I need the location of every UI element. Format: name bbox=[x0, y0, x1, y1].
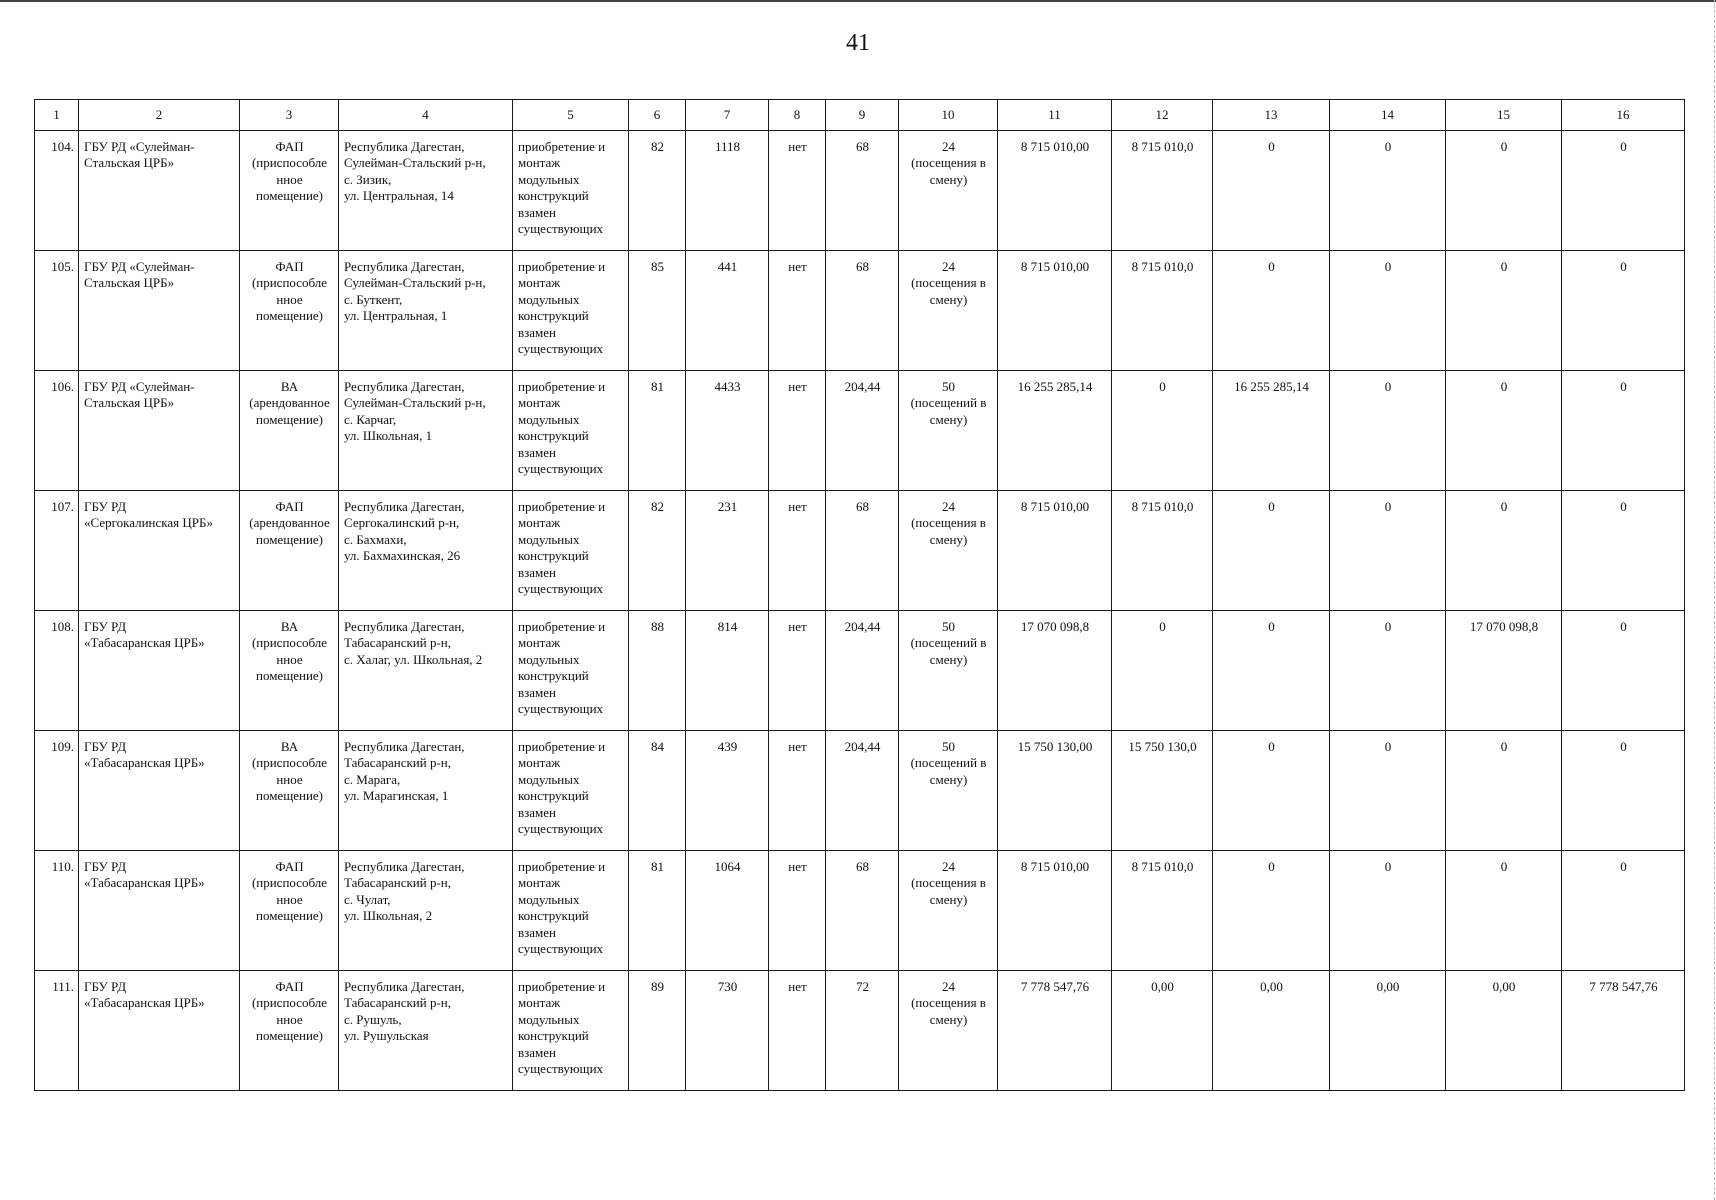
cell-text: 0 bbox=[1384, 378, 1392, 394]
cell-text: 17 070 098,8 bbox=[1469, 618, 1539, 634]
cell-text: приобретение и монтаж модульных конструкций взамен существующих bbox=[518, 738, 606, 836]
table-cell-col-12 bbox=[1112, 490, 1213, 610]
table-cell-col-12 bbox=[1112, 130, 1213, 250]
cell-text: 1118 bbox=[714, 138, 741, 154]
table-cell-col-12 bbox=[1112, 610, 1213, 730]
data-table bbox=[34, 99, 1685, 1091]
table-cell-col-14 bbox=[1330, 850, 1446, 970]
table-cell-col-9 bbox=[826, 490, 899, 610]
table-cell-col-6 bbox=[629, 610, 686, 730]
cell-text: ФАП (приспособле нное помещение) bbox=[251, 258, 328, 323]
table-cell-col-7 bbox=[686, 610, 769, 730]
table-row bbox=[35, 730, 1685, 850]
cell-text: приобретение и монтаж модульных конструкций взамен существующих bbox=[518, 378, 606, 476]
column-header-13: 13 bbox=[1213, 100, 1330, 131]
cell-text: 0 bbox=[1159, 378, 1166, 394]
cell-text: 814 bbox=[717, 618, 738, 634]
table-cell-col-1 bbox=[35, 490, 79, 610]
table-cell-col-8 bbox=[769, 970, 826, 1090]
column-header-15: 15 bbox=[1446, 100, 1562, 131]
table-cell-col-15 bbox=[1446, 250, 1562, 370]
table-cell-col-5 bbox=[513, 370, 629, 490]
cell-text: 8 715 010,00 bbox=[1020, 138, 1090, 154]
cell-text: 0 bbox=[1620, 138, 1627, 154]
table-cell-col-16 bbox=[1562, 850, 1685, 970]
column-header-7: 7 bbox=[686, 100, 769, 131]
column-header-9: 9 bbox=[826, 100, 899, 131]
cell-text: ФАП (арендованное помещение) bbox=[249, 498, 330, 547]
cell-text: 81 bbox=[651, 378, 664, 394]
table-cell-col-15 bbox=[1446, 130, 1562, 250]
cell-text: приобретение и монтаж модульных конструкций взамен существующих bbox=[518, 258, 606, 356]
table-cell-col-4 bbox=[339, 730, 513, 850]
table-row bbox=[35, 610, 1685, 730]
cell-text: приобретение и монтаж модульных конструкций взамен существующих bbox=[518, 858, 606, 956]
table-cell-col-13 bbox=[1213, 130, 1330, 250]
table-cell-col-3 bbox=[240, 130, 339, 250]
table-cell-col-9 bbox=[826, 970, 899, 1090]
scan-right-edge bbox=[1714, 0, 1715, 1200]
column-header-4: 4 bbox=[339, 100, 513, 131]
table-cell-col-10 bbox=[899, 370, 998, 490]
table-cell-col-9 bbox=[826, 250, 899, 370]
cell-text: 15 750 130,0 bbox=[1128, 738, 1197, 754]
cell-text: 82 bbox=[651, 498, 664, 514]
table-cell-col-5 bbox=[513, 730, 629, 850]
table-cell-col-9 bbox=[826, 370, 899, 490]
table-cell-col-11 bbox=[998, 490, 1112, 610]
cell-text: 0 bbox=[1384, 738, 1392, 754]
cell-text: 0 bbox=[1500, 858, 1508, 874]
cell-text: 85 bbox=[651, 258, 664, 274]
table-cell-col-13 bbox=[1213, 970, 1330, 1090]
cell-text: 105. bbox=[51, 258, 74, 274]
table-cell-col-15 bbox=[1446, 970, 1562, 1090]
table-cell-col-4 bbox=[339, 130, 513, 250]
cell-text: 111. bbox=[52, 978, 74, 994]
cell-text: 0,00 bbox=[1151, 978, 1174, 994]
table-cell-col-9 bbox=[826, 610, 899, 730]
table-cell-col-11 bbox=[998, 850, 1112, 970]
cell-text: 231 bbox=[717, 498, 738, 514]
table-cell-col-3 bbox=[240, 250, 339, 370]
cell-text: ФАП (приспособле нное помещение) bbox=[251, 138, 328, 203]
cell-text: 439 bbox=[717, 738, 738, 754]
table-cell-col-5 bbox=[513, 610, 629, 730]
cell-text: 0 bbox=[1620, 618, 1627, 634]
cell-text: нет bbox=[788, 618, 807, 634]
table-cell-col-7 bbox=[686, 490, 769, 610]
table-cell-col-6 bbox=[629, 970, 686, 1090]
cell-text: 0 bbox=[1620, 378, 1627, 394]
table-cell-col-1 bbox=[35, 850, 79, 970]
cell-text: ВА (приспособле нное помещение) bbox=[251, 738, 328, 803]
table-cell-col-16 bbox=[1562, 250, 1685, 370]
table-cell-col-8 bbox=[769, 730, 826, 850]
cell-text: нет bbox=[788, 498, 807, 514]
cell-text: 0 bbox=[1268, 738, 1275, 754]
table-cell-col-11 bbox=[998, 970, 1112, 1090]
table-cell-col-7 bbox=[686, 850, 769, 970]
cell-text: 8 715 010,0 bbox=[1131, 258, 1194, 274]
cell-text: 8 715 010,0 bbox=[1131, 138, 1194, 154]
cell-text: 50 (посещений в смену) bbox=[910, 738, 987, 787]
table-cell-col-2 bbox=[79, 130, 240, 250]
cell-text: 16 255 285,14 bbox=[1017, 378, 1093, 394]
table-cell-col-13 bbox=[1213, 730, 1330, 850]
column-header-10: 10 bbox=[899, 100, 998, 131]
table-row bbox=[35, 250, 1685, 370]
cell-text: 0 bbox=[1268, 258, 1275, 274]
cell-text: ГБУ РД «Сулейман- Стальская ЦРБ» bbox=[84, 138, 195, 170]
table-cell-col-10 bbox=[899, 490, 998, 610]
table-cell-col-13 bbox=[1213, 850, 1330, 970]
table-cell-col-3 bbox=[240, 370, 339, 490]
cell-text: ГБУ РД «Сергокалинская ЦРБ» bbox=[84, 498, 213, 530]
cell-text: 68 bbox=[856, 258, 869, 274]
cell-text: 17 070 098,8 bbox=[1020, 618, 1090, 634]
column-header-5: 5 bbox=[513, 100, 629, 131]
cell-text: 0 bbox=[1620, 738, 1627, 754]
table-cell-col-15 bbox=[1446, 850, 1562, 970]
table-cell-col-2 bbox=[79, 370, 240, 490]
table-cell-col-8 bbox=[769, 490, 826, 610]
cell-text: 24 (посещения в смену) bbox=[911, 978, 986, 1027]
cell-text: 204,44 bbox=[844, 618, 881, 634]
cell-text: 24 (посещения в смену) bbox=[911, 138, 986, 187]
cell-text: нет bbox=[788, 378, 807, 394]
table-cell-col-2 bbox=[79, 610, 240, 730]
table-cell-col-3 bbox=[240, 730, 339, 850]
cell-text: 0 bbox=[1620, 258, 1627, 274]
cell-text: 7 778 547,76 bbox=[1589, 978, 1658, 994]
table-cell-col-16 bbox=[1562, 970, 1685, 1090]
table-body bbox=[35, 130, 1685, 1090]
table-cell-col-12 bbox=[1112, 250, 1213, 370]
cell-text: 50 (посещений в смену) bbox=[910, 378, 987, 427]
table-cell-col-1 bbox=[35, 250, 79, 370]
table-cell-col-11 bbox=[998, 250, 1112, 370]
table-cell-col-6 bbox=[629, 730, 686, 850]
cell-text: приобретение и монтаж модульных конструкций взамен существующих bbox=[518, 618, 606, 716]
cell-text: 68 bbox=[856, 858, 869, 874]
table-cell-col-14 bbox=[1330, 130, 1446, 250]
cell-text: 7 778 547,76 bbox=[1020, 978, 1090, 994]
cell-text: Республика Дагестан, Сергокалинский р-н, с. Бахмахи, ул. Бахмахинская, 26 bbox=[344, 498, 465, 563]
table-cell-col-8 bbox=[769, 850, 826, 970]
cell-text: Республика Дагестан, Табасаранский р-н, с. Чулат, ул. Школьная, 2 bbox=[344, 858, 465, 923]
table-cell-col-14 bbox=[1330, 970, 1446, 1090]
cell-text: ГБУ РД «Табасаранская ЦРБ» bbox=[84, 738, 205, 770]
cell-text: ГБУ РД «Сулейман- Стальская ЦРБ» bbox=[84, 258, 195, 290]
cell-text: 16 255 285,14 bbox=[1234, 378, 1309, 394]
table-cell-col-4 bbox=[339, 850, 513, 970]
cell-text: приобретение и монтаж модульных конструкций взамен существующих bbox=[518, 978, 606, 1076]
cell-text: 730 bbox=[717, 978, 738, 994]
table-cell-col-1 bbox=[35, 730, 79, 850]
table-cell-col-1 bbox=[35, 610, 79, 730]
table-cell-col-4 bbox=[339, 970, 513, 1090]
cell-text: 50 (посещений в смену) bbox=[910, 618, 987, 667]
table-cell-col-13 bbox=[1213, 490, 1330, 610]
table-cell-col-8 bbox=[769, 610, 826, 730]
table-row bbox=[35, 850, 1685, 970]
column-header-16: 16 bbox=[1562, 100, 1685, 131]
table-cell-col-7 bbox=[686, 250, 769, 370]
cell-text: 0,00 bbox=[1492, 978, 1516, 994]
table-cell-col-7 bbox=[686, 130, 769, 250]
cell-text: 0 bbox=[1268, 858, 1275, 874]
table-row bbox=[35, 490, 1685, 610]
cell-text: 81 bbox=[651, 858, 664, 874]
cell-text: 82 bbox=[651, 138, 664, 154]
table-cell-col-7 bbox=[686, 730, 769, 850]
table-cell-col-5 bbox=[513, 250, 629, 370]
table-cell-col-16 bbox=[1562, 730, 1685, 850]
table-cell-col-2 bbox=[79, 250, 240, 370]
table-cell-col-10 bbox=[899, 610, 998, 730]
table-cell-col-8 bbox=[769, 250, 826, 370]
table-cell-col-13 bbox=[1213, 250, 1330, 370]
table-cell-col-14 bbox=[1330, 610, 1446, 730]
cell-text: нет bbox=[788, 738, 807, 754]
cell-text: 0 bbox=[1500, 138, 1508, 154]
cell-text: нет bbox=[788, 258, 807, 274]
cell-text: 24 (посещения в смену) bbox=[911, 498, 986, 547]
cell-text: 106. bbox=[51, 378, 74, 394]
cell-text: 8 715 010,00 bbox=[1020, 258, 1090, 274]
cell-text: Республика Дагестан, Сулейман-Стальский р-н, с. Карчаг, ул. Школьная, 1 bbox=[344, 378, 486, 443]
table-cell-col-4 bbox=[339, 610, 513, 730]
cell-text: 68 bbox=[856, 498, 869, 514]
table-cell-col-1 bbox=[35, 370, 79, 490]
table-cell-col-7 bbox=[686, 370, 769, 490]
column-header-6: 6 bbox=[629, 100, 686, 131]
table-cell-col-10 bbox=[899, 730, 998, 850]
cell-text: 24 (посещения в смену) bbox=[911, 858, 986, 907]
cell-text: 0 bbox=[1384, 498, 1392, 514]
column-header-8: 8 bbox=[769, 100, 826, 131]
table-cell-col-3 bbox=[240, 850, 339, 970]
table-row bbox=[35, 970, 1685, 1090]
cell-text: 441 bbox=[717, 258, 738, 274]
table-cell-col-14 bbox=[1330, 490, 1446, 610]
cell-text: 0 bbox=[1384, 858, 1392, 874]
table-cell-col-6 bbox=[629, 850, 686, 970]
table-cell-col-13 bbox=[1213, 610, 1330, 730]
cell-text: ВА (арендованное помещение) bbox=[249, 378, 330, 427]
cell-text: нет bbox=[788, 858, 807, 874]
table-cell-col-15 bbox=[1446, 370, 1562, 490]
table-cell-col-12 bbox=[1112, 970, 1213, 1090]
table-cell-col-3 bbox=[240, 970, 339, 1090]
cell-text: Республика Дагестан, Табасаранский р-н, с. Халаг, ул. Школьная, 2 bbox=[344, 618, 483, 667]
cell-text: 0 bbox=[1384, 618, 1392, 634]
table-cell-col-16 bbox=[1562, 130, 1685, 250]
header-row bbox=[35, 100, 1685, 131]
table-cell-col-10 bbox=[899, 850, 998, 970]
column-header-1: 1 bbox=[35, 100, 79, 131]
scan-top-edge bbox=[0, 0, 1716, 2]
table-cell-col-16 bbox=[1562, 490, 1685, 610]
cell-text: 104. bbox=[51, 138, 74, 154]
table-cell-col-7 bbox=[686, 970, 769, 1090]
page-number: 41 bbox=[846, 30, 870, 56]
table-cell-col-16 bbox=[1562, 370, 1685, 490]
table-cell-col-15 bbox=[1446, 730, 1562, 850]
table-cell-col-2 bbox=[79, 850, 240, 970]
cell-text: 0 bbox=[1500, 258, 1508, 274]
table-cell-col-1 bbox=[35, 130, 79, 250]
cell-text: Республика Дагестан, Табасаранский р-н, с. Марага, ул. Марагинская, 1 bbox=[344, 738, 465, 803]
table-cell-col-12 bbox=[1112, 730, 1213, 850]
cell-text: приобретение и монтаж модульных конструкций взамен существующих bbox=[518, 138, 606, 236]
table-cell-col-6 bbox=[629, 490, 686, 610]
cell-text: ФАП (приспособле нное помещение) bbox=[251, 978, 328, 1043]
table-cell-col-15 bbox=[1446, 490, 1562, 610]
cell-text: 0,00 bbox=[1260, 978, 1283, 994]
table-cell-col-11 bbox=[998, 370, 1112, 490]
table-cell-col-16 bbox=[1562, 610, 1685, 730]
table-cell-col-10 bbox=[899, 970, 998, 1090]
table-row bbox=[35, 370, 1685, 490]
cell-text: Республика Дагестан, Сулейман-Стальский р-н, с. Зизик, ул. Центральная, 14 bbox=[344, 138, 486, 203]
table-cell-col-13 bbox=[1213, 370, 1330, 490]
cell-text: 8 715 010,00 bbox=[1020, 858, 1090, 874]
table-cell-col-4 bbox=[339, 490, 513, 610]
table-cell-col-8 bbox=[769, 370, 826, 490]
table-cell-col-1 bbox=[35, 970, 79, 1090]
table-cell-col-6 bbox=[629, 130, 686, 250]
cell-text: приобретение и монтаж модульных конструкций взамен существующих bbox=[518, 498, 606, 596]
table-row bbox=[35, 130, 1685, 250]
cell-text: 204,44 bbox=[844, 378, 881, 394]
cell-text: 0 bbox=[1500, 378, 1508, 394]
cell-text: ВА (приспособле нное помещение) bbox=[251, 618, 328, 683]
table-cell-col-10 bbox=[899, 250, 998, 370]
cell-text: 8 715 010,0 bbox=[1131, 858, 1194, 874]
column-header-11: 11 bbox=[998, 100, 1112, 131]
cell-text: 0 bbox=[1268, 498, 1275, 514]
cell-text: 0 bbox=[1268, 618, 1275, 634]
table-cell-col-11 bbox=[998, 730, 1112, 850]
cell-text: 0 bbox=[1620, 858, 1627, 874]
table-cell-col-5 bbox=[513, 850, 629, 970]
cell-text: Республика Дагестан, Табасаранский р-н, с. Рушуль, ул. Рушульская bbox=[344, 978, 465, 1043]
cell-text: 8 715 010,0 bbox=[1131, 498, 1194, 514]
table-cell-col-9 bbox=[826, 730, 899, 850]
cell-text: 107. bbox=[51, 498, 74, 514]
table-cell-col-12 bbox=[1112, 850, 1213, 970]
cell-text: 109. bbox=[51, 738, 74, 754]
table-cell-col-14 bbox=[1330, 370, 1446, 490]
table-cell-col-5 bbox=[513, 970, 629, 1090]
table-cell-col-9 bbox=[826, 130, 899, 250]
table-cell-col-11 bbox=[998, 130, 1112, 250]
cell-text: 1064 bbox=[714, 858, 741, 874]
cell-text: ГБУ РД «Табасаранская ЦРБ» bbox=[84, 858, 205, 890]
cell-text: 0 bbox=[1384, 138, 1392, 154]
cell-text: 15 750 130,00 bbox=[1017, 738, 1093, 754]
table-cell-col-9 bbox=[826, 850, 899, 970]
cell-text: 8 715 010,00 bbox=[1020, 498, 1090, 514]
table-cell-col-3 bbox=[240, 610, 339, 730]
table-cell-col-6 bbox=[629, 250, 686, 370]
cell-text: 0 bbox=[1620, 498, 1627, 514]
cell-text: 0 bbox=[1159, 618, 1166, 634]
cell-text: 24 (посещения в смену) bbox=[911, 258, 986, 307]
cell-text: ГБУ РД «Табасаранская ЦРБ» bbox=[84, 978, 205, 1010]
cell-text: нет bbox=[788, 138, 807, 154]
column-header-14: 14 bbox=[1330, 100, 1446, 131]
cell-text: ГБУ РД «Табасаранская ЦРБ» bbox=[84, 618, 205, 650]
table-cell-col-8 bbox=[769, 130, 826, 250]
cell-text: Республика Дагестан, Сулейман-Стальский р-н, с. Буткент, ул. Центральная, 1 bbox=[344, 258, 486, 323]
cell-text: ГБУ РД «Сулейман- Стальская ЦРБ» bbox=[84, 378, 195, 410]
column-header-3: 3 bbox=[240, 100, 339, 131]
cell-text: 89 bbox=[651, 978, 664, 994]
table-cell-col-14 bbox=[1330, 730, 1446, 850]
cell-text: 72 bbox=[856, 978, 869, 994]
table-cell-col-11 bbox=[998, 610, 1112, 730]
table-cell-col-15 bbox=[1446, 610, 1562, 730]
column-header-2: 2 bbox=[79, 100, 240, 131]
cell-text: 68 bbox=[856, 138, 869, 154]
cell-text: 4433 bbox=[714, 378, 741, 394]
table-cell-col-3 bbox=[240, 490, 339, 610]
cell-text: нет bbox=[788, 978, 807, 994]
table-cell-col-10 bbox=[899, 130, 998, 250]
table-cell-col-5 bbox=[513, 130, 629, 250]
table-cell-col-2 bbox=[79, 970, 240, 1090]
table-cell-col-2 bbox=[79, 490, 240, 610]
table-cell-col-6 bbox=[629, 370, 686, 490]
cell-text: 108. bbox=[51, 618, 74, 634]
cell-text: 0 bbox=[1500, 498, 1508, 514]
cell-text: 84 bbox=[651, 738, 664, 754]
table-cell-col-4 bbox=[339, 370, 513, 490]
table-cell-col-12 bbox=[1112, 370, 1213, 490]
table-cell-col-2 bbox=[79, 730, 240, 850]
cell-text: 110. bbox=[51, 858, 74, 874]
cell-text: 0 bbox=[1500, 738, 1508, 754]
cell-text: 0 bbox=[1384, 258, 1392, 274]
cell-text: 88 bbox=[651, 618, 664, 634]
table-cell-col-14 bbox=[1330, 250, 1446, 370]
cell-text: ФАП (приспособле нное помещение) bbox=[251, 858, 328, 923]
cell-text: 0 bbox=[1268, 138, 1275, 154]
column-header-12: 12 bbox=[1112, 100, 1213, 131]
table-cell-col-5 bbox=[513, 490, 629, 610]
cell-text: 204,44 bbox=[844, 738, 881, 754]
cell-text: 0,00 bbox=[1376, 978, 1400, 994]
table-cell-col-4 bbox=[339, 250, 513, 370]
